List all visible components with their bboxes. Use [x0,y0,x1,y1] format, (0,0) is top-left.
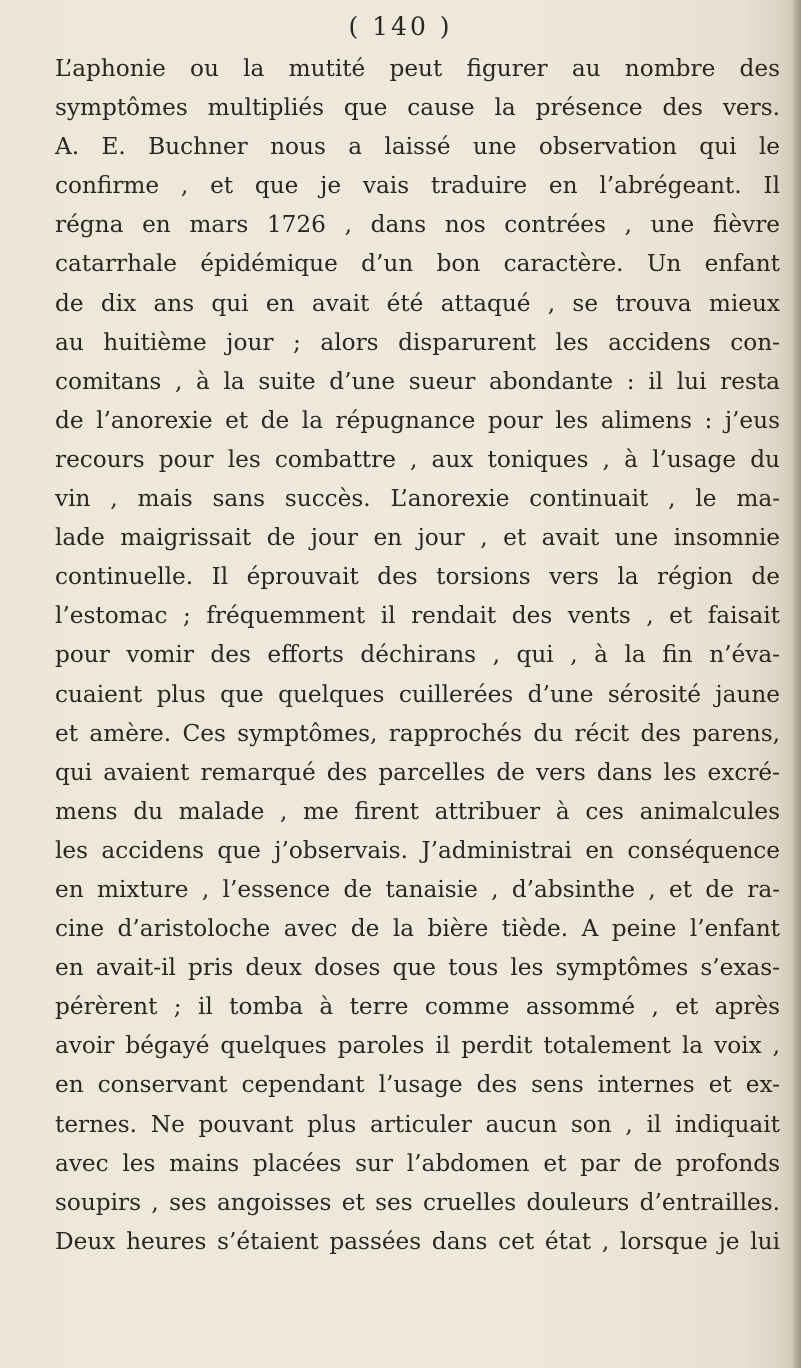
text-line: confirme , et que je vais traduire en l’abrégeant. Il [55,172,780,200]
text-line: catarrhale épidémique d’un bon caractère. Un enfant [55,250,780,278]
text-line: l’estomac ; fréquemment il rendait des vents , et faisait [55,602,780,630]
text-line: comitans , à la suite d’une sueur abondante : il lui resta [55,367,780,395]
text-line: L’aphonie ou la mutité peut figurer au nombre des [55,55,780,82]
text-line: ternes. Ne pouvant plus articuler aucun son , il indiquait [55,1110,780,1138]
text-line: qui avaient remarqué des parcelles de vers dans les excré- [55,758,780,786]
page-edge-shadow [791,0,801,1368]
text-line: lade maigrissait de jour en jour , et avait une insomnie [55,524,780,552]
page-number: ( 140 ) [348,12,453,41]
text-line: de dix ans qui en avait été attaqué , se trouva mieux [55,289,780,317]
text-line: recours pour les combattre , aux toniques , à l’usage du [55,445,780,473]
text-line: régna en mars 1726 , dans nos contrées , une fièvre [55,211,780,239]
text-line: en avait-il pris deux doses que tous les symptômes s’exas- [55,954,780,982]
text-line: en conservant cependant l’usage des sens internes et ex- [55,1071,780,1099]
text-line: mens du malade , me firent attribuer à ces animalcules [55,797,780,825]
text-line: cine d’aristoloche avec de la bière tiède. A peine l’enfant [55,915,780,943]
text-line: Deux heures s’étaient passées dans cet état , lorsque je lui [55,1227,780,1255]
body-text [55,49,780,1261]
text-line: vin , mais sans succès. L’anorexie continuait , le ma- [55,485,780,513]
text-line: avoir bégayé quelques paroles il perdit totalement la voix , [55,1032,780,1060]
text-line: pérèrent ; il tomba à terre comme assommé , et après [55,993,780,1021]
text-line: et amère. Ces symptômes, rapprochés du récit des parens, [55,719,780,747]
text-line: en mixture , l’essence de tanaisie , d’absinthe , et de ra- [55,875,780,903]
text-line: cuaient plus que quelques cuillerées d’une sérosité jaune [55,680,780,708]
text-line: A. E. Buchner nous a laissé une observation qui le [55,133,780,161]
text-line: de l’anorexie et de la répugnance pour les alimens : j’eus [55,406,780,434]
text-line: les accidens que j’observais. J’administrai en conséquence [55,836,780,864]
text-line: symptômes multipliés que cause la présence des vers. [55,94,780,122]
text-line: pour vomir des efforts déchirans , qui , à la fin n’éva- [55,641,780,669]
text-line: soupirs , ses angoisses et ses cruelles douleurs d’entrailles. [55,1188,780,1216]
text-line: avec les mains placées sur l’abdomen et par de profonds [55,1149,780,1177]
text-line: continuelle. Il éprouvait des torsions vers la région de [55,563,780,591]
text-line: au huitième jour ; alors disparurent les accidens con- [55,328,780,356]
